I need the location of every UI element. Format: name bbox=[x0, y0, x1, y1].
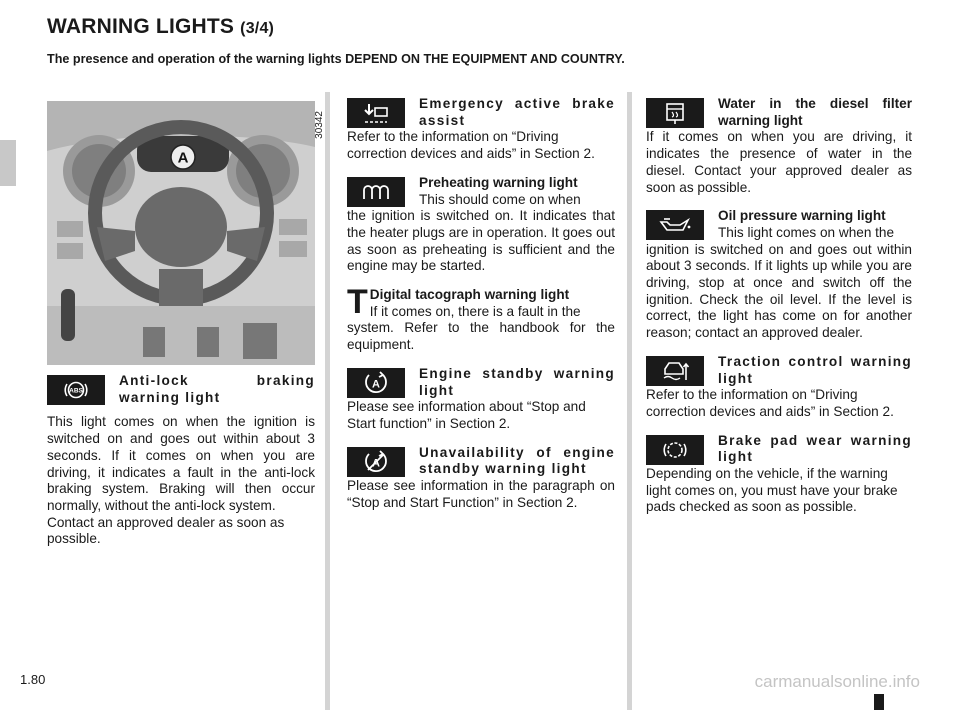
abs-warning-icon bbox=[47, 375, 105, 405]
traction-control-title: Traction control warning light bbox=[718, 353, 912, 386]
column-1 bbox=[47, 96, 325, 560]
figure-code: 30342 bbox=[314, 111, 325, 139]
preheating-title: Preheating warning light bbox=[419, 174, 578, 190]
page-title bbox=[47, 15, 274, 39]
svg-text:A: A bbox=[372, 378, 380, 391]
engine-standby-body: Please see information about “Stop and Start function” in Section 2. bbox=[347, 399, 586, 431]
page-corner-tab bbox=[874, 694, 884, 710]
oil-can-icon bbox=[646, 210, 704, 240]
entry-brake-pad-wear bbox=[646, 433, 912, 517]
page-title-part: (3/4) bbox=[240, 20, 275, 37]
emergency-brake-assist-icon bbox=[347, 98, 405, 128]
section-tab-marker bbox=[0, 140, 16, 186]
column-3 bbox=[646, 96, 912, 528]
tachograph-body-inline: If it comes on, there is a fault in the bbox=[369, 303, 581, 319]
entry-tachograph bbox=[347, 283, 615, 354]
preheating-coil-icon bbox=[347, 177, 405, 207]
oil-pressure-title: Oil pressure warning light bbox=[718, 208, 886, 224]
entry-traction-control bbox=[646, 354, 912, 421]
abs-body: This light comes on when the ignition is switched on and goes out within about 3 seconds. If it comes on when you are driving, it indicates a fault in the anti-lock braking system. Braking will then occur normally, without the anti-lock system. bbox=[47, 414, 315, 513]
brake-pad-wear-title: Brake pad wear warning light bbox=[718, 432, 912, 465]
brake-pad-wear-body: Depending on the vehicle, if the warning light comes on, you must have your brake pads checked as soon as possible. bbox=[646, 466, 898, 515]
site-watermark: carmanualsonline.info bbox=[754, 672, 920, 691]
emergency-brake-title: Emergency active brake assist bbox=[419, 96, 615, 128]
column-divider bbox=[627, 92, 632, 710]
svg-text:A: A bbox=[372, 457, 380, 470]
svg-text:ABS: ABS bbox=[69, 387, 83, 395]
emergency-brake-body: Refer to the information on “Driving correction devices and aids” in Section 2. bbox=[347, 129, 595, 162]
entry-water-in-diesel bbox=[646, 96, 912, 196]
oil-pressure-body: ignition is switched on and goes out within about 3 seconds. If it lights up while you are driving, stop at once and switch off the ignition. Check the oil level. If the level is correct, the light has come on for another reason; contact an approved dealer. bbox=[646, 241, 912, 341]
engine-standby-icon bbox=[347, 368, 405, 398]
tachograph-t-icon: T bbox=[347, 283, 368, 322]
marker-label: A bbox=[177, 149, 189, 167]
entry-abs bbox=[47, 373, 315, 548]
page-title-text: WARNING LIGHTS bbox=[47, 15, 235, 38]
water-in-diesel-title: Water in the diesel filter warning light bbox=[718, 96, 912, 128]
dashboard-photo bbox=[47, 101, 325, 365]
traction-control-icon bbox=[646, 356, 704, 386]
entry-emergency-brake bbox=[347, 96, 615, 163]
engine-standby-title: Engine standby warning light bbox=[419, 365, 615, 398]
page-number: 1.80 bbox=[20, 672, 46, 687]
dashboard-illustration bbox=[47, 101, 315, 365]
page-subtitle: The presence and operation of the warning lights DEPEND ON THE EQUIPMENT AND COUNTRY. bbox=[47, 52, 625, 66]
abs-body-2: Contact an approved dealer as soon as possible. bbox=[47, 514, 285, 547]
entry-engine-standby-unavailable bbox=[347, 445, 615, 512]
tachograph-title: Digital tacograph warning light bbox=[369, 287, 570, 303]
engine-standby-unavailable-title: Unavailability of engine standby warning light bbox=[419, 444, 615, 477]
oil-pressure-body-inline: This light comes on when the bbox=[718, 224, 895, 240]
engine-standby-unavailable-icon bbox=[347, 447, 405, 477]
water-in-diesel-filter-icon bbox=[646, 98, 704, 128]
preheating-body-inline: This should come on when bbox=[419, 191, 581, 207]
brake-pad-wear-icon bbox=[646, 435, 704, 465]
entry-engine-standby bbox=[347, 366, 615, 433]
column-divider bbox=[325, 92, 330, 710]
traction-control-body: Refer to the information on “Driving correction devices and aids” in Section 2. bbox=[646, 387, 894, 419]
engine-standby-unavailable-body: Please see information in the paragraph on “Stop and Start Function” in Section 2. bbox=[347, 478, 615, 510]
column-2 bbox=[347, 96, 615, 523]
tachograph-body: system. Refer to the handbook for the equipment. bbox=[347, 320, 615, 353]
abs-title: Anti-lock braking warning light bbox=[119, 373, 315, 405]
water-in-diesel-body: If it comes on when you are driving, it indicates the presence of water in the diesel. Contact your approved dealer as soon as possible. bbox=[646, 129, 912, 195]
entry-preheating bbox=[347, 175, 615, 275]
preheating-body: the ignition is switched on. It indicates that the heater plugs are in operation. It goes out as soon as preheating is sufficient and the engine may be started. bbox=[347, 208, 615, 274]
entry-oil-pressure bbox=[646, 208, 912, 342]
